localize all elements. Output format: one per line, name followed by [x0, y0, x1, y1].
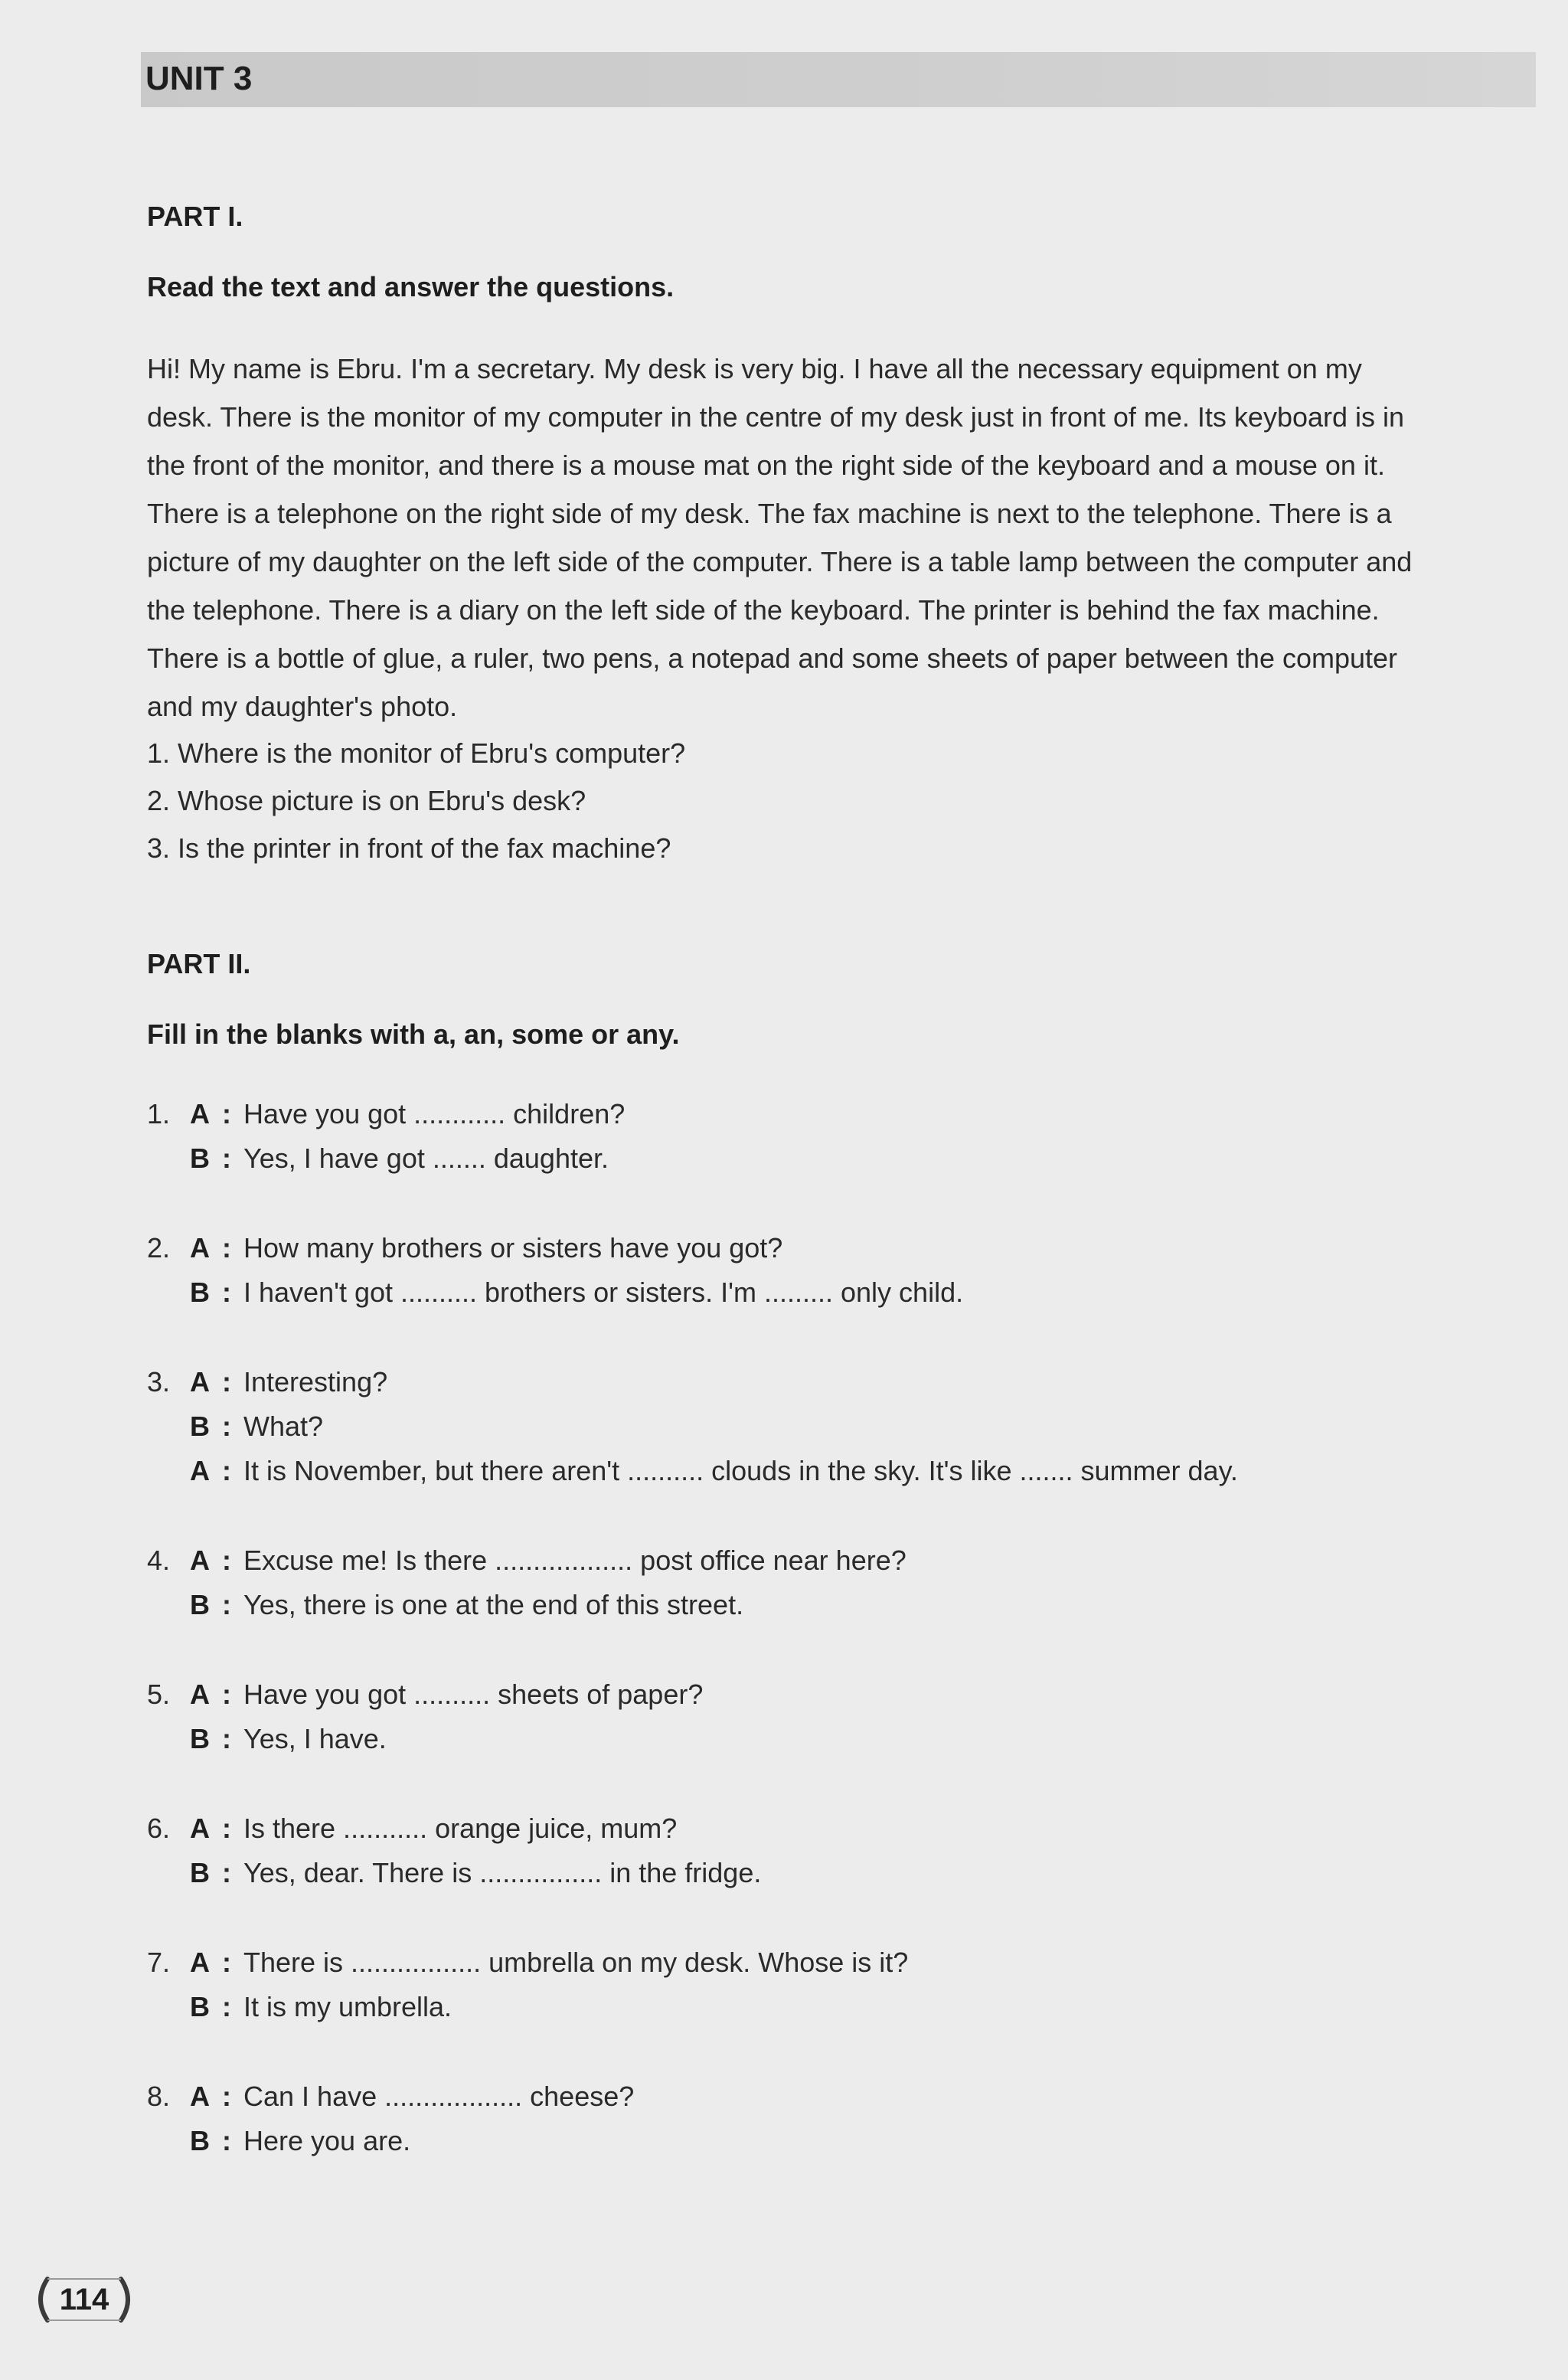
passage-line: There is a telephone on the right side of my desk. The fax machine is next to the telephone. There is a [147, 498, 1392, 529]
speaker-label: A [190, 1947, 210, 1978]
speaker-colon: : [222, 2081, 231, 2112]
dialogue-line: Excuse me! Is there .................. post office near here? [243, 1545, 906, 1576]
dialogue-line: Yes, there is one at the end of this street. [243, 1589, 744, 1620]
speaker-label: A [190, 1366, 210, 1398]
question-item: 3. Is the printer in front of the fax machine? [147, 832, 671, 864]
speaker-colon: : [222, 2125, 231, 2156]
speaker-colon: : [222, 1545, 231, 1576]
speaker-colon: : [222, 1723, 231, 1754]
speaker-colon: : [222, 1857, 231, 1888]
speaker-label: B [190, 1143, 210, 1174]
dialogue-line: How many brothers or sisters have you got? [243, 1232, 783, 1264]
dialogue-line: Yes, I have. [243, 1723, 387, 1754]
item-number: 7. [147, 1947, 171, 1978]
speaker-label: B [190, 1723, 210, 1754]
speaker-colon: : [222, 1277, 231, 1308]
part1-title: PART I. [147, 201, 243, 232]
question-item: 1. Where is the monitor of Ebru's computer? [147, 737, 686, 769]
item-number: 3. [147, 1366, 171, 1398]
speaker-label: B [190, 2125, 210, 2156]
dialogue-line: Here you are. [243, 2125, 411, 2156]
dialogue-line: Can I have .................. cheese? [243, 2081, 635, 2112]
unit-header-bar [141, 52, 1536, 107]
speaker-label: B [190, 1589, 210, 1620]
speaker-label: A [190, 1679, 210, 1710]
item-number: 1. [147, 1098, 171, 1130]
part2-instruction: Fill in the blanks with a, an, some or any. [147, 1018, 680, 1050]
speaker-label: B [190, 1411, 210, 1442]
speaker-colon: : [222, 1455, 231, 1486]
passage-line: and my daughter's photo. [147, 691, 458, 722]
dialogue-line: Have you got .......... sheets of paper? [243, 1679, 704, 1710]
dialogue-line: Yes, I have got ....... daughter. [243, 1143, 609, 1174]
item-number: 4. [147, 1545, 171, 1576]
question-item: 2. Whose picture is on Ebru's desk? [147, 785, 586, 816]
part1-instruction: Read the text and answer the questions. [147, 271, 675, 302]
dialogue-line: I haven't got .......... brothers or sisters. I'm ......... only child. [243, 1277, 964, 1308]
passage-line: the front of the monitor, and there is a mouse mat on the right side of the keyboard and a mouse on it. [147, 450, 1385, 481]
passage-line: the telephone. There is a diary on the left side of the keyboard. The printer is behind the fax machine. [147, 594, 1380, 626]
item-number: 5. [147, 1679, 171, 1710]
speaker-colon: : [222, 1679, 231, 1710]
dialogue-line: What? [243, 1411, 324, 1442]
speaker-label: A [190, 1545, 210, 1576]
speaker-colon: : [222, 1589, 231, 1620]
speaker-colon: : [222, 1947, 231, 1978]
speaker-label: A [190, 1813, 210, 1844]
unit-title: UNIT 3 [145, 60, 253, 97]
speaker-colon: : [222, 1098, 231, 1130]
speaker-colon: : [222, 1813, 231, 1844]
dialogue-line: Have you got ............ children? [243, 1098, 626, 1130]
part2-title: PART II. [147, 948, 251, 979]
speaker-colon: : [222, 1366, 231, 1398]
item-number: 6. [147, 1813, 171, 1844]
speaker-label: A [190, 2081, 210, 2112]
speaker-colon: : [222, 1411, 231, 1442]
speaker-colon: : [222, 1991, 231, 2022]
dialogue-line: Yes, dear. There is ................ in the fridge. [243, 1857, 762, 1888]
speaker-label: B [190, 1857, 210, 1888]
passage-line: desk. There is the monitor of my computer in the centre of my desk just in front of me. Its keyboard is in [147, 401, 1405, 433]
passage-line: picture of my daughter on the left side of the computer. There is a table lamp between the computer and [147, 546, 1413, 577]
speaker-label: A [190, 1098, 210, 1130]
speaker-label: B [190, 1991, 210, 2022]
dialogue-line: It is November, but there aren't .......... clouds in the sky. It's like ....... summer day. [243, 1455, 1238, 1486]
page-number: 114 [59, 2283, 109, 2316]
speaker-colon: : [222, 1143, 231, 1174]
item-number: 8. [147, 2081, 171, 2112]
passage-line: There is a bottle of glue, a ruler, two pens, a notepad and some sheets of paper between the computer [147, 642, 1398, 674]
speaker-label: B [190, 1277, 210, 1308]
dialogue-line: It is my umbrella. [243, 1991, 452, 2022]
speaker-colon: : [222, 1232, 231, 1264]
passage-line: Hi! My name is Ebru. I'm a secretary. My desk is very big. I have all the necessary equipment on my [147, 353, 1362, 384]
speaker-label: A [190, 1455, 210, 1486]
dialogue-line: Interesting? [243, 1366, 388, 1398]
dialogue-line: There is ................. umbrella on my desk. Whose is it? [243, 1947, 909, 1978]
speaker-label: A [190, 1232, 210, 1264]
item-number: 2. [147, 1232, 171, 1264]
dialogue-line: Is there ........... orange juice, mum? [243, 1813, 678, 1844]
